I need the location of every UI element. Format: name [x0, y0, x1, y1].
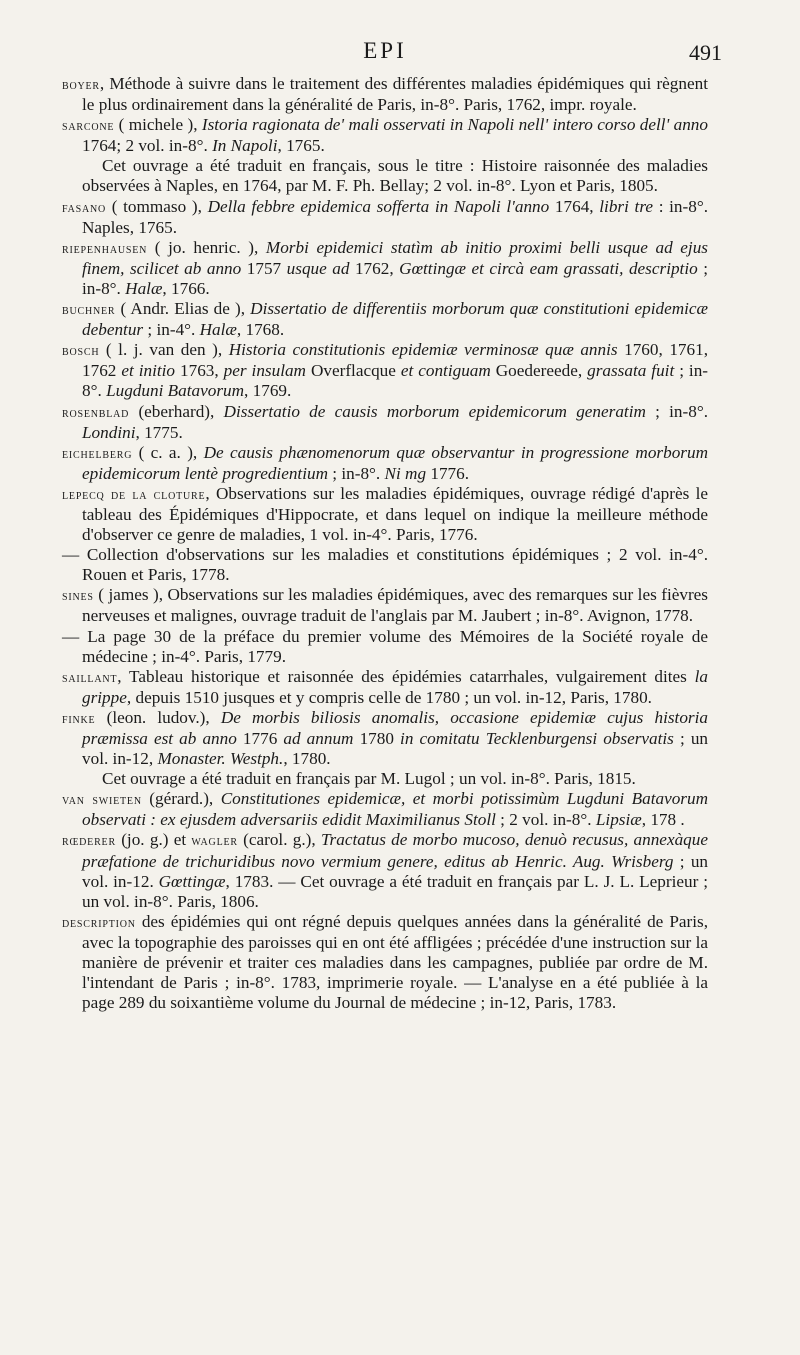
entry-text: ( tommaso ), [106, 196, 208, 216]
entry-author: saillant [62, 669, 118, 686]
entry-author: lepecq de la cloture [62, 486, 206, 503]
entry-title-italic: Ni mg [384, 463, 427, 483]
running-head: EPI [363, 38, 407, 63]
entry-text: Overflacque [305, 361, 401, 381]
entry-title-italic: De causis phænomenorum quæ observantur in progressione morborum epidemicorum lentè progredientium [82, 442, 708, 483]
entry-text: ( Andr. Elias de ), [115, 299, 251, 319]
entry-title-italic: Istoria ragionata de' mali osservati in Napoli nell' intero corso dell' anno [201, 115, 708, 135]
entry-author: finke [62, 710, 96, 727]
entry-title-italic: libri tre [599, 196, 654, 216]
entry-text: ; un vol. in-12. [82, 851, 709, 891]
entry-title-italic: Gœttingæ et circà eam grassati, descriptio [399, 258, 698, 278]
bibliography-entry [62, 74, 708, 115]
bibliography-entry [62, 340, 708, 401]
entry-text: 1776 [236, 729, 284, 748]
entry-text: (leon. ludov.), [95, 707, 221, 727]
entry-coauthor: wagler [191, 833, 238, 850]
entry-text: ( l. j. van den ), [99, 340, 229, 360]
entry-title-italic: Lugduni Batavorum [106, 381, 245, 401]
entry-title-italic: Constitutiones epidemicæ, et morbi potissimùm Lugduni Batavorum observati : ex ejusdem adversariis edidit Maximilianus Stoll [82, 789, 708, 830]
entry-text: , 1783. — Cet ouvrage a été traduit en français par L. J. L. Leprieur ; un vol. in-8°. Paris, 1806. [82, 871, 708, 911]
entry-text: , 1780. [283, 749, 331, 769]
entry-text: (eberhard), [129, 401, 224, 421]
entry-text: ; 2 vol. in-8°. [495, 810, 596, 830]
entry-text: des épidémies qui ont régné depuis quelques années dans la généralité de Paris, avec la topographie des paroisses qui en ont été affligées ; précédée d'une instruction sur la manière de prévenir et traiter ces maladies dans les campagnes, publiée par ordre de M. l'intendant de Paris ; in-8°. 1783, imprimerie royale. — L'analyse en a été publiée à la page 289 du soixantième volume du Journal de médecine ; in-12, Paris, 1783. [82, 911, 708, 1013]
entry-author: sarcone [62, 118, 115, 135]
entry-author: fasano [62, 199, 107, 216]
bibliography-entry [62, 238, 708, 299]
entry-author: riepenhausen [62, 240, 148, 257]
entry-author: buchner [62, 302, 116, 319]
entry-title-italic: Halæ [125, 278, 163, 298]
bibliography-entry [62, 197, 708, 238]
entry-text: ; in-8°. [82, 361, 709, 401]
page-header [62, 38, 722, 72]
entry-text: ; in-8°. [82, 258, 709, 298]
entry-title-italic: grassata fuit [587, 361, 675, 381]
bibliography-entry [62, 585, 708, 626]
entry-author: boyer [62, 77, 100, 93]
entry-text: ( c. a. ), [132, 442, 204, 462]
entry-text: , Observations sur les maladies épidémiques, ouvrage rédigé d'après le tableau des Épidémiques d'Hippocrate, et dans lequel on indique la meilleure méthode d'observer ce genre de maladies, 1 vol. in-4°. Paris, 1776. [82, 483, 708, 545]
entry-text: (jo. g.) et [115, 830, 192, 850]
entry-title-italic: usque ad [286, 258, 350, 278]
entry-text: 1780 [353, 729, 401, 748]
bibliography-entry [62, 627, 708, 667]
entry-text: (carol. g.), [237, 830, 321, 850]
entry-text: 1776. [426, 463, 470, 483]
entry-text: 1764, [549, 196, 600, 216]
entry-text: ; in-8°. [327, 463, 385, 483]
entry-title-italic: per insulam [223, 361, 306, 381]
entry-title-italic: Dissertatio de differentiis morborum quæ constitutioni epidemicæ debentur [82, 299, 709, 340]
entry-title-italic: Gœttingæ [158, 871, 226, 891]
bibliography-entry [62, 402, 708, 443]
entry-author: sines [62, 588, 94, 605]
entry-text: ( jo. henric. ), [147, 237, 266, 257]
entry-text: , Tableau historique et raisonnée des épidémies catarrhales, vulgairement dites [117, 666, 695, 686]
entry-text: ( james ), Observations sur les maladies épidémiques, avec des remarques sur les fièvres nerveuses et malignes, ouvrage traduit de l'anglais par M. Jaubert ; in-8°. Avignon, 1778. [82, 585, 708, 626]
entry-text: — La page 30 de la préface du premier volume des Mémoires de la Société royale de médecine ; in-4°. Paris, 1779. [62, 626, 708, 666]
entry-text: 1762, [349, 258, 400, 278]
bibliography-entry [62, 545, 708, 585]
bibliography-entry [62, 299, 708, 340]
entry-title-italic: Tractatus de morbo mucoso, denuò recusus, annexàque præfatione de trichuridibus novo vermium genere, editus ab Henric. Aug. Wrisberg [82, 830, 708, 871]
entry-note: Cet ouvrage a été traduit en français, sous le titre : Histoire raisonnée des maladies observées à Naples, en 1764, par M. F. Ph. Bellay; 2 vol. in-8°. Lyon et Paris, 1805. [82, 156, 708, 196]
entry-title-italic: Della febbre epidemica sofferta in Napoli l'anno [207, 196, 550, 216]
entry-author: bosch [62, 343, 100, 360]
entry-title-italic: De morbis biliosis anomalis, occasione epidemiæ cujus historia præmissa est ab anno [82, 707, 708, 748]
bibliography-entry [62, 115, 708, 156]
entry-title-italic: In Napoli [212, 136, 278, 156]
bibliography-entry [62, 830, 708, 911]
entry-title-italic: Morbi epidemici statìm ab initio proximi belli usque ad ejus finem, scilicet ab anno [82, 237, 708, 278]
entry-text: : in-8°. Naples, 1765. [82, 196, 709, 237]
entry-text: ( michele ), [114, 115, 202, 135]
bibliography-entries [62, 74, 708, 1013]
entry-title-italic: Londini [82, 422, 136, 442]
entry-text: , 1769. [244, 381, 292, 401]
entry-author: rœderer [62, 833, 116, 850]
entry-title-italic: ad annum [283, 729, 354, 748]
entry-title-italic: in comitatu Tecklenburgensi observatis [400, 729, 674, 748]
entry-title-italic: Lipsiæ [595, 810, 642, 830]
bibliography-entry [62, 789, 708, 830]
entry-text: — Collection d'observations sur les maladies et constitutions épidémiques ; 2 vol. in-4°. Rouen et Paris, 1778. [62, 545, 708, 585]
entry-title-italic: Monaster. Westph. [157, 749, 284, 769]
entry-author: description [62, 914, 136, 931]
entry-title-italic: Historia constitutionis epidemiæ verminosæ quæ annis [228, 340, 618, 360]
entry-author: van swieten [62, 792, 142, 809]
bibliography-entry [62, 443, 708, 484]
bibliography-entry [62, 667, 708, 708]
entry-text: 1760, 1761, 1762 [82, 340, 709, 381]
page-number: 491 [689, 40, 722, 65]
entry-text: ; in-4°. [143, 320, 200, 340]
entry-note: Cet ouvrage a été traduit en français par M. Lugol ; un vol. in-8°. Paris, 1815. [102, 769, 636, 789]
bibliography-entry [62, 484, 708, 545]
entry-text: , 1765. [277, 136, 325, 156]
entry-text: (gérard.), [141, 789, 221, 809]
entry-text: ; un vol. in-12, [82, 729, 709, 769]
entry-author: rosenblad [62, 404, 130, 421]
entry-text: 1763, [175, 361, 224, 381]
entry-title-italic: et initio [121, 361, 176, 381]
entry-title-italic: et contiguam [400, 361, 491, 381]
entry-text: Goedereede, [490, 361, 588, 381]
entry-text: , 1766. [162, 278, 210, 298]
entry-text: ; in-8°. [645, 401, 708, 421]
entry-title-italic: Dissertatio de causis morborum epidemicorum generatim [223, 401, 646, 421]
entry-title-italic: la grippe [82, 666, 708, 707]
entry-text: 1757 [241, 258, 287, 278]
entry-text: , depuis 1510 jusques et y compris celle de 1780 ; un vol. in-12, Paris, 1780. [126, 687, 652, 707]
entry-author: eichelberg [62, 445, 133, 462]
entry-title-italic: Halæ [199, 320, 237, 340]
entry-text: 1764; 2 vol. in-8°. [82, 136, 213, 156]
bibliography-entry [62, 708, 708, 769]
entry-text: , Méthode à suivre dans le traitement des différentes maladies épidémiques qui règnent le plus ordinairement dans la généralité de Paris, in-8°. Paris, 1762, impr. royale. [82, 74, 708, 115]
entry-text: , 178 . [641, 810, 685, 830]
entry-text: , 1775. [135, 422, 183, 442]
bibliography-entry [62, 912, 708, 1013]
entry-text: , 1768. [236, 320, 285, 340]
